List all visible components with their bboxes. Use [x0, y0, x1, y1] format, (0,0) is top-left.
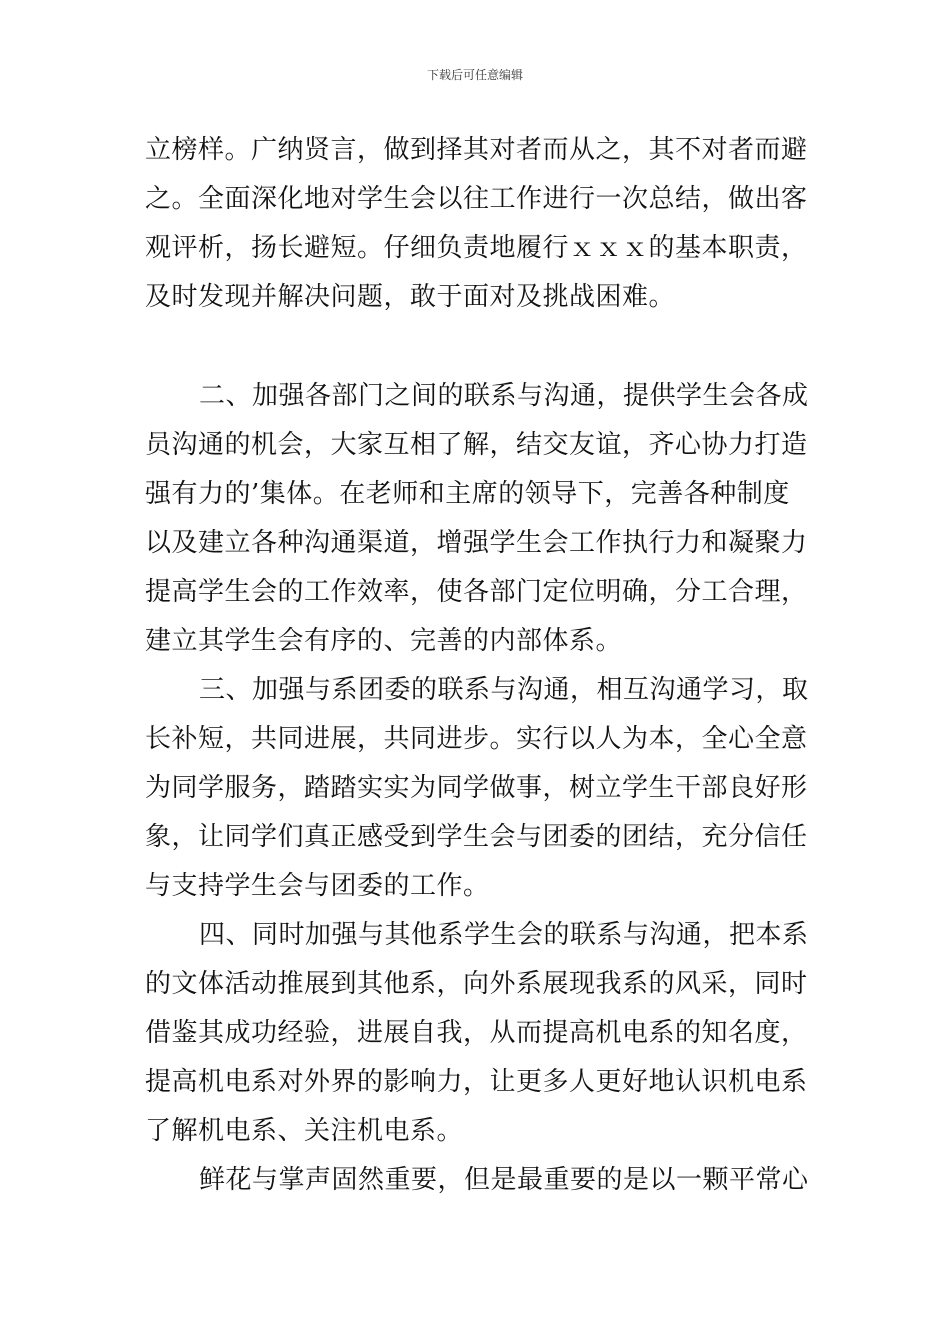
text-line: 为同学服务，踏踏实实为同学做事，树立学生干部良好形 [145, 773, 808, 803]
text-line: 以及建立各种沟通渠道，增强学生会工作执行力和凝聚力 [145, 528, 808, 558]
text-line: 了解机电系、关注机电系。 [145, 1116, 464, 1146]
text-line: 三、加强与系团委的联系与沟通，相互沟通学习，取 [199, 675, 809, 705]
paragraph-section-three [145, 666, 809, 911]
text-line: 与支持学生会与团委的工作。 [145, 871, 490, 901]
text-line: 之。全面深化地对学生会以往工作进行一次总结，做出客 [145, 184, 808, 214]
text-line: 建立其学生会有序的、完善的内部体系。 [145, 626, 623, 656]
text-line: 提高机电系对外界的影响力，让更多人更好地认识机电系 [145, 1067, 808, 1097]
paragraph-section-two [145, 372, 809, 666]
text-line: 借鉴其成功经验，进展自我，从而提高机电系的知名度， [145, 1018, 808, 1048]
text-line: 二、加强各部门之间的联系与沟通，提供学生会各成 [199, 381, 809, 411]
text-line: 员沟通的机会，大家互相了解，结交友谊，齐心协力打造 [145, 430, 808, 460]
text-line: 立榜样。广纳贤言，做到择其对者而从之，其不对者而避 [145, 135, 808, 165]
page-header: 下载后可任意编辑 [426, 68, 523, 82]
text-line: 的文体活动推展到其他系，向外系展现我系的风采，同时 [145, 969, 808, 999]
text-line: 观评析，扬长避短。仔细负责地履行ｘｘｘ的基本职责， [145, 233, 808, 263]
paragraph-closing [145, 1156, 809, 1205]
text-line: 提高学生会的工作效率，使各部门定位明确，分工合理， [145, 577, 808, 607]
text-line: 鲜花与掌声固然重要，但是最重要的是以一颗平常心 [199, 1165, 809, 1195]
text-line: 象，让同学们真正感受到学生会与团委的团结，充分信任 [145, 822, 808, 852]
text-line: 强有力的’集体。在老师和主席的领导下，完善各种制度 [145, 479, 790, 509]
text-line: 及时发现并解决问题，敢于面对及挑战困难。 [145, 282, 676, 312]
paragraph-continuation [145, 126, 809, 322]
text-line: 长补短，共同进展，共同进步。实行以人为本，全心全意 [145, 724, 808, 754]
paragraph-section-four [145, 911, 809, 1156]
text-line: 四、同时加强与其他系学生会的联系与沟通，把本系 [199, 920, 809, 950]
